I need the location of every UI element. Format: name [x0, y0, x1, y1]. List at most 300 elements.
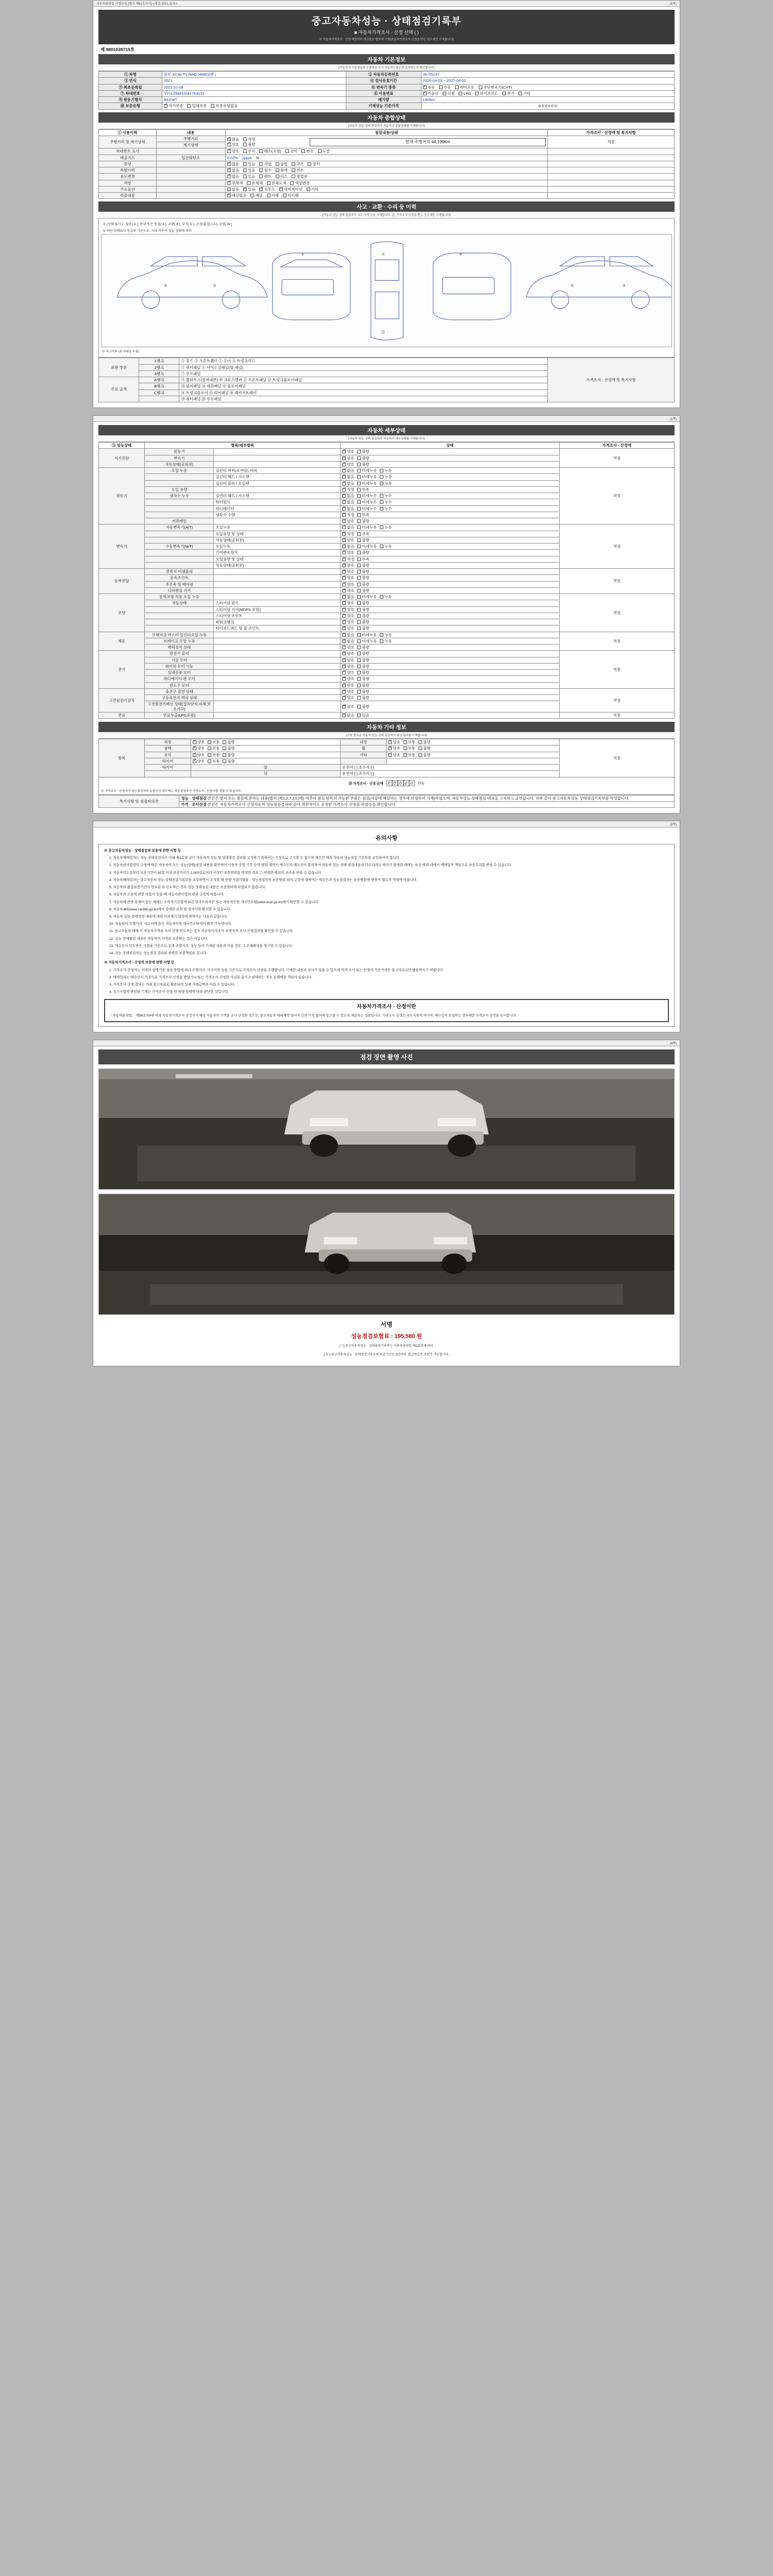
option-1-4-2[interactable] — [380, 494, 392, 498]
accident-legend-line1: ※ (상태 표시 ) : 없음( ✕ ), 판금 또는 용접( X ), 교환( X ), 부식( C ), 손상(흠집) ( A ), 균열( W ) — [103, 223, 232, 227]
detail-group-7: 고전원전기장치 — [99, 688, 145, 712]
option-1-2-1[interactable] — [357, 481, 377, 486]
detail-item-sublabel — [214, 594, 341, 600]
option-label: 불량 — [362, 462, 369, 467]
option-1-8-1[interactable] — [357, 519, 369, 523]
option-1-4-0[interactable] — [342, 494, 354, 498]
option-1-0-1[interactable] — [357, 468, 377, 473]
option-label: 있음 — [362, 713, 369, 718]
detail-item-label: 냉각수 누수 — [145, 493, 214, 499]
option-2-5-1[interactable] — [357, 557, 369, 562]
option-manual[interactable]: 수동 — [439, 85, 451, 90]
option-7-2-1[interactable] — [357, 704, 369, 709]
option-6-4-1[interactable] — [357, 676, 369, 681]
detail-group-8: 연료 — [99, 712, 145, 718]
row-sublabel-usechange — [156, 174, 225, 180]
option-label: 양호 — [347, 537, 355, 543]
option-label: 적정 — [347, 512, 355, 517]
option-6-3-0[interactable] — [342, 670, 354, 675]
detail-item-label — [145, 562, 214, 568]
option-usechange-yes[interactable]: 있음 — [243, 174, 255, 179]
option-6-5-1[interactable] — [357, 683, 369, 688]
color-cell — [225, 180, 548, 186]
option-vin-damaged[interactable]: 훼손(오염) — [259, 149, 281, 154]
option-4-4-1[interactable] — [357, 620, 369, 624]
notice-section-2-title: ※ 자동차가격조사 · 산정의 보증에 관한 사항 등 — [104, 961, 175, 965]
option-1-2-2[interactable] — [380, 481, 392, 486]
detail-item-sublabel — [214, 581, 341, 587]
option-4-0-1[interactable] — [357, 595, 377, 599]
option-label: 없음 — [347, 525, 355, 530]
option-label: 적정 — [347, 556, 355, 562]
option-5-1-0[interactable] — [342, 639, 354, 643]
detail-group-note: 적정 — [559, 524, 674, 569]
option-3-3-1[interactable] — [357, 588, 369, 593]
label-displacement: 배기량 — [346, 97, 421, 103]
option-0-0-1[interactable] — [357, 449, 369, 454]
option-3-3-0[interactable] — [342, 588, 354, 593]
label-plate-no: ② 자동차등록번호 — [346, 72, 421, 78]
option-3-0-0[interactable] — [342, 569, 354, 574]
option-warranty-company[interactable]: 업체보증 — [187, 104, 207, 108]
table-row — [99, 84, 675, 90]
etc-option-1-1[interactable] — [208, 746, 220, 751]
option-2-0-1[interactable] — [357, 525, 377, 530]
table-row — [99, 569, 675, 575]
price-survey-definition-title: 자동차가격조사 · 산정이란 — [357, 1004, 416, 1010]
page-number: (1쪽) — [669, 3, 677, 6]
option-tuning-illegal[interactable]: 불법 — [276, 162, 288, 166]
etc-group-label: 항목 — [99, 739, 145, 777]
option-opt-yes[interactable]: ✓ 있음 — [243, 187, 255, 192]
option-4-0-2[interactable] — [380, 595, 392, 599]
option-7-1-1[interactable] — [357, 696, 369, 700]
option-4-1-0[interactable] — [342, 601, 354, 605]
notice-item: 14. 성능·상태점검자는 성능점검 결과와 관련한 보증책임을 집니다. — [109, 952, 207, 956]
option-1-5-1[interactable] — [357, 500, 377, 504]
detail-item-label: 원동기 — [145, 449, 214, 455]
legend-rank-2: 2랭크 — [139, 364, 179, 370]
option-1-7-0[interactable] — [342, 513, 354, 517]
option-5-0-0[interactable] — [342, 633, 354, 637]
option-2-4-0[interactable] — [342, 550, 354, 555]
option-fuel-electric[interactable]: 전기 — [502, 91, 514, 96]
option-1-6-2[interactable] — [380, 506, 392, 511]
option-7-0-1[interactable] — [357, 689, 369, 694]
option-0-1-1[interactable] — [357, 456, 369, 461]
option-4-5-1[interactable] — [357, 626, 369, 631]
option-6-2-0[interactable] — [342, 664, 354, 669]
etc-item-label: 타이어 — [145, 758, 191, 764]
option-recall-notdone[interactable]: 미이행 — [283, 193, 298, 198]
option-label: 불량 — [362, 588, 369, 593]
option-6-4-0[interactable] — [342, 676, 354, 681]
etc-item-status — [191, 739, 340, 745]
etc-option2-0-2[interactable] — [418, 740, 430, 744]
option-tuning-legal[interactable]: 적법 — [259, 162, 271, 166]
etc-option-2-1[interactable] — [208, 753, 220, 757]
option-1-7-1[interactable] — [357, 513, 369, 517]
option-4-3-0[interactable] — [342, 614, 354, 618]
detail-item-label: 디퍼렌셜 기어 — [145, 587, 214, 594]
option-special-none[interactable]: ✓ 없음 — [227, 168, 239, 173]
option-label: 불량 — [362, 575, 369, 581]
option-5-2-0[interactable] — [342, 645, 354, 650]
svg-text:⑫: ⑫ — [381, 331, 385, 335]
etc-option2-1-1[interactable] — [404, 746, 415, 751]
option-2-0-2[interactable] — [380, 525, 392, 530]
option-opt-none[interactable]: 없음 — [227, 187, 239, 192]
option-1-4-1[interactable] — [357, 494, 377, 498]
legend-parts-extra: ⑲ 쿼터패널 ⑳ 루프패널 — [179, 396, 548, 402]
option-vin-erased[interactable]: 도말 — [318, 149, 330, 154]
detail-item-status — [341, 575, 559, 581]
detail-item-sublabel — [214, 587, 341, 594]
detail-item-sublabel: 타이로드엔드 및 볼 조인트 — [214, 625, 341, 632]
option-1-1-1[interactable] — [357, 474, 377, 479]
legend-group-outer: 외판 부위 — [99, 358, 139, 377]
option-vin-different[interactable]: 상이 — [285, 149, 297, 154]
option-label: 부족 — [362, 512, 369, 517]
legend-parts-2: ⑤ 쿼터패널 ⑥ 사이드실패널(뒷 패널) — [179, 364, 548, 370]
etc-option-0-1[interactable] — [208, 740, 220, 744]
option-7-0-0[interactable] — [342, 689, 354, 694]
option-1-6-1[interactable] — [357, 506, 377, 511]
svg-text:④: ④ — [459, 253, 463, 257]
etc-item-label-2: 휠 — [341, 745, 386, 752]
etc-option2-2-1[interactable] — [404, 753, 415, 757]
option-color-chromatic[interactable]: 유채색 — [247, 181, 262, 185]
option-label: 양호 — [347, 569, 355, 574]
option-7-2-0[interactable] — [342, 704, 354, 709]
option-5-0-2[interactable] — [380, 633, 392, 637]
price-survey-definition — [104, 999, 669, 1022]
option-warranty-none[interactable]: 보증유형없음 — [211, 104, 238, 108]
option-label: 양호 — [347, 620, 355, 624]
detail-item-label: 연료누출(LPG포함) — [145, 712, 214, 718]
row-label-emission: 배출가스 — [99, 155, 157, 161]
detail-group-note: 적정 — [559, 632, 674, 651]
option-label: 양호 — [347, 626, 355, 631]
notice-item-2: 4. 특기사항에 관련된 기재는 가격조사·산정 전 차량 상태에 따라 판단한 것입니다. — [109, 990, 229, 994]
table-row — [99, 186, 675, 192]
detail-item-label — [145, 625, 214, 632]
detail-item-status — [341, 638, 559, 644]
option-2-4-1[interactable] — [357, 550, 369, 555]
option-tuning-none[interactable]: ✓ 없음 — [227, 162, 239, 166]
notice-item: 7. 자동차에 관한 분쟁이 있는 때에는 소비자기본법에 따른 한국소비자원 또는 자동차민원 대국민포털(www.ecar.go.kr)에서 확인할 수 있습니다. — [109, 900, 319, 904]
option-1-0-2[interactable] — [380, 468, 392, 473]
document-page-3 — [93, 821, 680, 1032]
option-label: 양호 — [347, 676, 355, 682]
detail-item-status — [341, 581, 559, 587]
option-fire[interactable]: 화재 — [276, 168, 288, 173]
option-mileage-many[interactable]: ✓ 많음 — [227, 137, 239, 142]
etc-note: 적정 — [559, 739, 674, 777]
option-label: 누유 — [384, 481, 392, 486]
accident-legend-table — [98, 358, 675, 402]
option-usechange-none[interactable]: ✓ 없음 — [227, 174, 239, 179]
option-6-1-1[interactable] — [357, 658, 369, 663]
option-full-repaint[interactable]: 전체도색 — [267, 181, 287, 185]
detail-item-status — [341, 569, 559, 575]
option-4-2-0[interactable] — [342, 607, 354, 612]
option-0-2-0[interactable] — [342, 462, 354, 467]
car-diagram[interactable] — [101, 234, 672, 347]
detail-item-status — [341, 676, 559, 682]
option-5-0-1[interactable] — [357, 633, 377, 637]
table-row — [99, 449, 675, 455]
option-6-2-1[interactable] — [357, 664, 369, 669]
option-2-0-0[interactable] — [342, 525, 354, 530]
statement-left-label: 특기사항 및 점검자의견 — [99, 795, 179, 808]
label-transmission: ⑥ 변속기 종류 — [346, 84, 421, 90]
option-2-3-0[interactable] — [342, 544, 354, 549]
etc-option-3-1[interactable] — [208, 759, 220, 764]
option-vin-altered[interactable]: 변조 — [301, 149, 313, 154]
row-sublabel-meter: 계기상태 — [156, 142, 225, 148]
option-label: 불량 — [362, 582, 369, 587]
etc-option-2-0[interactable] — [193, 753, 205, 757]
option-tuning-yes[interactable]: 있음 — [243, 162, 255, 166]
legend-parts-1: ① 후드 ② 프론트휀더 ③ 도어 ④ 트렁크리드 — [179, 358, 548, 364]
option-label: 양호 — [347, 645, 355, 650]
detail-item-label: 오일 누유 — [145, 468, 214, 474]
col-detail-group: ③ 성능상태 — [99, 443, 145, 449]
col-detail-item: 항목/세부항목 — [145, 443, 341, 449]
detail-item-status — [341, 701, 559, 713]
option-label: 미세누유 — [362, 632, 377, 637]
detail-item-label — [145, 474, 214, 480]
etc-option2-0-0[interactable] — [388, 740, 400, 744]
option-fuel-diesel[interactable]: 디젤 — [443, 91, 455, 96]
svg-text:③: ③ — [570, 284, 574, 288]
option-mileage-proper[interactable]: 적정 — [243, 137, 255, 142]
car-diagram-svg — [102, 234, 671, 347]
option-2-1-1[interactable] — [357, 532, 369, 536]
option-commercial[interactable]: 영업용 — [292, 174, 307, 179]
option-5-1-1[interactable] — [357, 639, 377, 643]
detail-item-sublabel — [214, 688, 341, 694]
option-label: 양호 — [347, 607, 355, 612]
etc-option2-label: 보통 — [408, 746, 416, 751]
row-sublabel-tuning — [156, 161, 225, 167]
section-accident-subheader: (자동차 성능·상태 점검자가 사고 이력 등을 기재합니다. 단, 가격조사·산정을 받는 경우에만 기재합니다) — [98, 212, 675, 218]
detail-item-status — [341, 474, 559, 480]
signature-label: 서명 — [380, 1321, 393, 1329]
detail-item-sublabel: 실린더 커버(로커암) 커버 — [214, 468, 341, 474]
detail-item-status — [341, 544, 559, 550]
detail-item-status — [341, 556, 559, 562]
option-semiauto[interactable]: 세미오토 — [455, 85, 475, 90]
option-1-2-0[interactable] — [342, 481, 354, 486]
detail-item-label — [145, 512, 214, 518]
option-1-5-2[interactable] — [380, 500, 392, 504]
option-3-2-1[interactable] — [357, 582, 369, 587]
table-row — [99, 632, 675, 638]
option-total-loss[interactable]: 전손 — [292, 168, 304, 173]
etc-option-1-0[interactable] — [193, 746, 205, 751]
option-vin-good[interactable]: ✓ 양호 — [227, 149, 239, 154]
option-cvt[interactable]: 무단변속기(CVT) — [479, 85, 512, 90]
detail-item-status — [341, 486, 559, 493]
option-flood[interactable]: 침수 — [259, 168, 271, 173]
table-row — [99, 155, 675, 161]
footnote-1: [ * ] 중고자동차성능 · 상태점검기록부는 자동차관리법 제120조에 따라 — [340, 1345, 433, 1348]
option-fuel-hybrid[interactable]: 하이브리드 — [475, 91, 498, 96]
etc-option-0-0[interactable] — [193, 740, 205, 744]
option-vin-corroded[interactable]: 부식 — [243, 149, 255, 154]
section-overall-subheader: (자동차 성능·상태 점검자가 자동차의 종합상태를 기재합니다) — [98, 123, 675, 129]
option-3-0-1[interactable] — [357, 569, 369, 574]
option-label: 미세누수 — [362, 506, 377, 511]
option-recall-yes[interactable]: 해당 — [250, 193, 262, 198]
etc-option-3-0[interactable] — [193, 759, 205, 764]
option-2-3-2[interactable] — [380, 544, 392, 549]
option-2-1-0[interactable] — [342, 532, 354, 536]
note-color — [548, 180, 675, 186]
option-1-0-0[interactable] — [342, 468, 354, 473]
option-6-0-1[interactable] — [357, 651, 369, 656]
detail-item-sublabel: 냉각수 수량 — [214, 512, 341, 518]
option-8-0-0[interactable] — [342, 713, 354, 718]
etc-item-label-2: 기타 — [341, 752, 386, 758]
option-0-1-0[interactable] — [342, 456, 354, 461]
etc-option-label: 불량 — [227, 758, 235, 764]
option-3-2-0[interactable] — [342, 582, 354, 587]
etc-option-1-2[interactable] — [223, 746, 234, 751]
document-subtitle: ■ 자동차가격조사 · 산정 선택 ( ) — [354, 30, 419, 35]
option-meter-bad[interactable]: 불량 — [243, 142, 255, 147]
detail-item-sublabel — [214, 695, 341, 701]
option-1-3-0[interactable] — [342, 487, 354, 492]
option-fuel-gasoline[interactable]: ✓ 가솔린 — [423, 91, 439, 96]
etc-option2-0-1[interactable] — [404, 740, 415, 744]
etc-option-2-2[interactable] — [223, 753, 234, 757]
option-color-change[interactable]: 색상변경 — [290, 181, 310, 185]
etc-option2-2-0[interactable] — [388, 753, 400, 757]
detail-item-sublabel — [214, 455, 341, 461]
option-5-1-2[interactable] — [380, 639, 392, 643]
detail-group-note: 적정 — [559, 688, 674, 712]
detail-item-status — [341, 695, 559, 701]
option-4-4-0[interactable] — [342, 620, 354, 624]
option-2-6-1[interactable] — [357, 563, 369, 568]
detail-item-status — [341, 499, 559, 505]
option-0-2-1[interactable] — [357, 462, 369, 467]
option-tuning-device[interactable]: 장치 — [308, 162, 320, 166]
option-4-2-1[interactable] — [357, 607, 369, 612]
option-recall-na[interactable]: ✓ 해당없음 — [227, 193, 247, 198]
detail-item-label: 자동변속기(A/T) — [145, 524, 214, 531]
option-tuning-structure[interactable]: 구조 — [292, 162, 304, 166]
option-1-3-1[interactable] — [357, 487, 369, 492]
option-5-2-1[interactable] — [357, 645, 369, 650]
option-6-5-0[interactable] — [342, 683, 354, 688]
statement-performance — [179, 795, 675, 801]
option-3-1-1[interactable] — [357, 575, 369, 580]
option-6-3-1[interactable] — [357, 670, 369, 675]
inspection-fee — [98, 1331, 675, 1343]
etc-option2-2-2[interactable] — [418, 753, 430, 757]
option-meter-good[interactable]: ✓양호 — [227, 142, 239, 147]
detail-item-label: 윈도우 모터 — [145, 682, 214, 688]
option-rent[interactable]: 렌트 — [259, 174, 271, 179]
option-2-5-0[interactable] — [342, 557, 354, 562]
etc-option-0-2[interactable] — [223, 740, 234, 744]
value-first-reg: 2021-02-08 — [162, 84, 346, 90]
detail-item-label — [145, 480, 214, 486]
detail-item-label — [145, 619, 214, 625]
etc-option2-1-0[interactable] — [388, 746, 400, 751]
option-1-8-0[interactable] — [342, 519, 354, 523]
option-0-0-0[interactable] — [342, 449, 354, 454]
value-vin: YV1LZBMSXM1763019 — [162, 90, 346, 96]
detail-item-sublabel — [214, 712, 341, 718]
value-hc: 2ppm — [242, 155, 252, 160]
option-1-1-0[interactable] — [342, 474, 354, 479]
option-6-1-0[interactable] — [342, 658, 354, 663]
option-4-0-0[interactable] — [342, 595, 354, 599]
option-sunroof[interactable]: ✓ 선루프 — [259, 187, 275, 192]
odometer-readout: 현재 주행거리 44,199Km — [310, 138, 546, 146]
option-2-2-1[interactable] — [357, 538, 369, 543]
option-warranty-self[interactable]: ✓ 자가보증 — [164, 104, 183, 108]
etc-option2-1-2[interactable] — [418, 746, 430, 751]
option-fuel-lpg[interactable]: LPG — [459, 91, 471, 96]
option-4-5-0[interactable] — [342, 626, 354, 631]
option-2-6-0[interactable] — [342, 563, 354, 568]
option-special-yes[interactable]: 있음 — [243, 168, 255, 173]
option-2-3-1[interactable] — [357, 544, 377, 549]
option-4-3-1[interactable] — [357, 614, 369, 618]
detail-item-status — [341, 562, 559, 568]
detail-item-label: 고전원전기배선 상태(접속단자,피복,보호기구) — [145, 701, 214, 713]
detail-item-status — [341, 712, 559, 718]
option-auto[interactable]: ✓ 자동 — [423, 85, 435, 90]
table-row — [99, 594, 675, 600]
accident-price-note: 가격조사 · 산정액 및 특기사항 — [548, 358, 675, 402]
detail-item-sublabel: 오일누유 — [214, 524, 341, 531]
option-lease[interactable]: 리스 — [276, 174, 288, 179]
detail-item-sublabel — [214, 651, 341, 657]
option-etc[interactable]: 기타 — [307, 187, 318, 192]
option-2-2-0[interactable] — [342, 538, 354, 543]
option-4-1-1[interactable] — [357, 601, 369, 605]
detail-item-status — [341, 594, 559, 600]
option-1-5-0[interactable] — [342, 500, 354, 504]
basic-info-table — [98, 71, 675, 110]
option-color-achromatic[interactable]: ✓ 무채색 — [227, 181, 243, 185]
option-navigation[interactable]: ✓ 내비게이션 — [279, 187, 303, 192]
value-model-year: 2021 — [162, 78, 346, 84]
option-3-1-0[interactable] — [342, 575, 354, 580]
svg-text:⑦: ⑦ — [381, 253, 385, 257]
etc-option-3-2[interactable] — [223, 759, 234, 764]
detail-item-sublabel: 워터펌프 — [214, 499, 341, 505]
option-6-0-0[interactable] — [342, 651, 354, 656]
etc-item-label: 광택 — [145, 745, 191, 752]
option-7-1-0[interactable] — [342, 696, 354, 700]
detail-group-note: 적정 — [559, 712, 674, 718]
option-recall-done[interactable]: 이행 — [267, 193, 279, 198]
section-detail-header: 자동차 세부상태 — [98, 425, 675, 435]
option-1-6-0[interactable] — [342, 506, 354, 511]
detail-item-label: 실내송풍 모터 — [145, 670, 214, 676]
option-8-0-1[interactable] — [357, 713, 369, 718]
option-1-1-2[interactable] — [380, 474, 392, 479]
option-fuel-etc[interactable]: 기타 — [518, 91, 530, 96]
